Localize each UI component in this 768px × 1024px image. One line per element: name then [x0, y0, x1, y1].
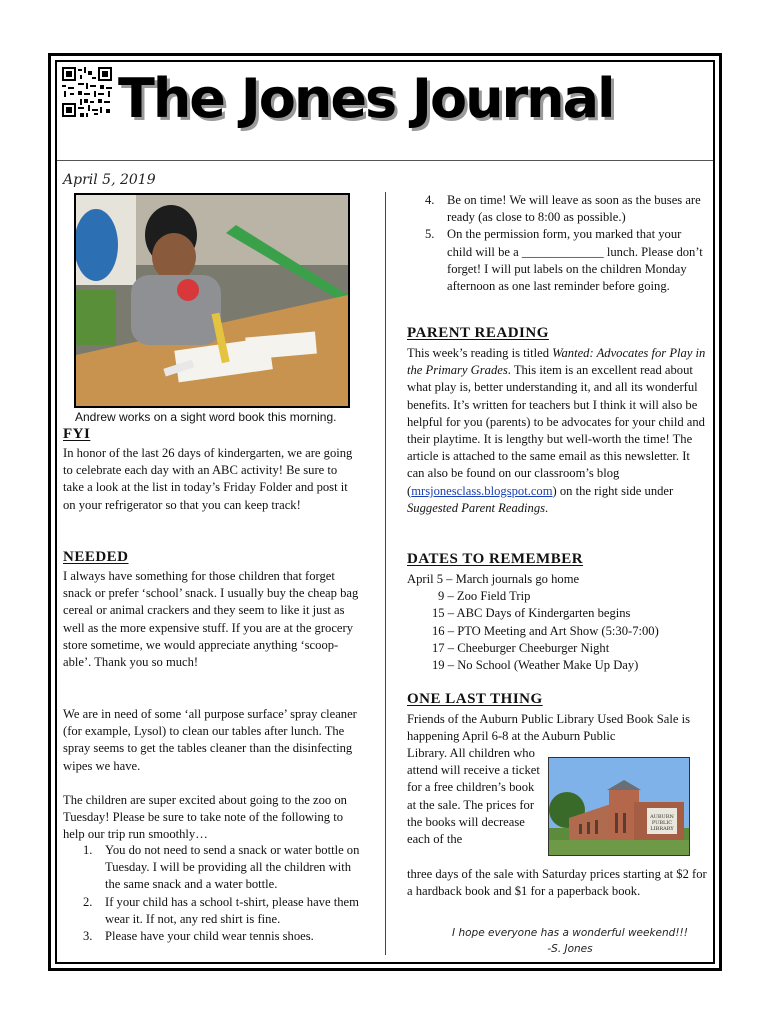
newsletter-title: The Jones Journal	[118, 67, 614, 130]
last-thing-text-3: three days of the sale with Saturday prices starting at $2 for a hardback book and $1 for a paperback book.	[407, 867, 707, 899]
list-number: 4.	[425, 193, 435, 207]
list-item	[63, 928, 363, 945]
date-item: 9 – Zoo Field Trip	[438, 589, 531, 604]
needed-paragraph-3: The children are super excited about going to the zoo on Tuesday! Please be sure to take note of the following to help our trip run smoothly…	[63, 793, 347, 842]
list-text: You do not need to send a snack or water bottle on Tuesday. I will be providing all the children with the same snack and a water bottle.	[105, 843, 360, 892]
signoff-signature: -S. Jones	[547, 943, 593, 955]
list-number: 5.	[425, 227, 435, 242]
zoo-trip-list-part2	[405, 192, 705, 295]
dates-list	[407, 571, 707, 674]
date-item: 15 – ABC Days of Kindergarten begins	[432, 606, 631, 621]
needed-heading: NEEDED	[63, 549, 129, 565]
list-number: 3.	[83, 929, 93, 944]
reading-title: Wanted: Advocates for Play in the Primary Grades	[407, 346, 706, 378]
qr-code-icon	[62, 67, 112, 117]
reading-after-link: ) on the right side under	[552, 483, 674, 498]
classroom-photo	[74, 193, 350, 408]
reading-section-name: Suggested Parent Readings	[407, 500, 546, 515]
needed-paragraph-2: We are in need of some ‘all purpose surface’ spray cleaner (for example, Lysol) to clean our tables after lunch. The spray seems to get the tables cleaner than the disinfecting wipes we have.	[63, 707, 357, 773]
dates-heading: DATES TO REMEMBER	[407, 551, 584, 567]
last-thing-text-1: Friends of the Auburn Public Library Used Book Sale is happening April 6-8 at the Auburn Public	[407, 712, 690, 744]
signoff	[440, 925, 700, 957]
fyi-text: In honor of the last 26 days of kindergarten, we are going to celebrate each day with an ABC activity! Be sure to take a look at the list in today’s Friday Folder and post it on your refrigerator so that you can keep track!	[63, 446, 353, 512]
list-item	[405, 192, 705, 226]
list-text: On the permission form, you marked that your child will be a _____________ lunch. Please don’t forget! I will put labels on the children Monday afternoon as one last reminder before going.	[447, 227, 703, 294]
library-photo	[548, 757, 690, 856]
list-text: Be on time! We will leave as soon as the buses are ready (as close to 8:00 as possible.)	[447, 193, 701, 225]
list-number: 2.	[83, 894, 93, 909]
list-text: Please have your child wear tennis shoes.	[105, 929, 314, 944]
parent-reading-text	[407, 345, 707, 517]
reading-end: .	[545, 500, 549, 515]
column-divider	[385, 192, 386, 955]
parent-reading-heading: PARENT READING	[407, 325, 549, 341]
signoff-message: I hope everyone has a wonderful weekend!!!	[452, 927, 688, 939]
list-item	[63, 842, 363, 894]
date-item: April 5 – March journals go home	[407, 572, 580, 586]
zoo-trip-list-part1	[63, 842, 363, 945]
svg-text:LIBRARY: LIBRARY	[650, 826, 674, 832]
date-item: 19 – No School (Weather Make Up Day)	[432, 658, 639, 673]
list-text: If your child has a school t-shirt, please have them wear it. If not, any red shirt is fine.	[105, 894, 359, 926]
blog-link[interactable]: mrsjonesclass.blogspot.com	[411, 483, 553, 498]
reading-body: . This item is an excellent read about what play is, better understanding it, and all its wonderful benefits. It’s written for teachers but I think it will also be helpful for you (parents) to be advocates for your child and their playtime. It is lengthy but well-worth the time! The article is attached to the same email as this newsletter. It can also be found on our classroom’s blog (	[407, 363, 705, 498]
reading-intro: This week’s reading is titled	[407, 346, 553, 360]
library-sign-lettering: AUBURN	[650, 814, 674, 820]
last-thing-text-2: Library. All children who attend will receive a ticket for a free children’s book at the sale. The prices for the books will decrease each of the	[407, 746, 540, 847]
list-item	[405, 226, 705, 295]
masthead-rule	[57, 160, 713, 161]
needed-paragraph-1: I always have something for those children that forget snack or prefer ‘school’ snack. I usually buy the cheap bag cereal or animal crackers and they seem to like it just as well as the more expensive stuff. If you are at the grocery store sometime, we would appreciate anything ‘scoop- able’. Thank you so much!	[63, 569, 359, 670]
svg-text:PUBLIC: PUBLIC	[651, 820, 673, 826]
list-number: 1.	[83, 843, 93, 857]
last-thing-heading: ONE LAST THING	[407, 691, 543, 707]
fyi-heading: FYI	[63, 426, 91, 442]
issue-date: April 5, 2019	[63, 172, 156, 188]
date-item: 17 – Cheeburger Cheeburger Night	[432, 640, 610, 655]
date-item: 16 – PTO Meeting and Art Show (5:30-7:00)	[432, 623, 659, 638]
photo-caption: Andrew works on a sight word book this morning.	[75, 410, 337, 424]
list-item	[63, 894, 363, 928]
